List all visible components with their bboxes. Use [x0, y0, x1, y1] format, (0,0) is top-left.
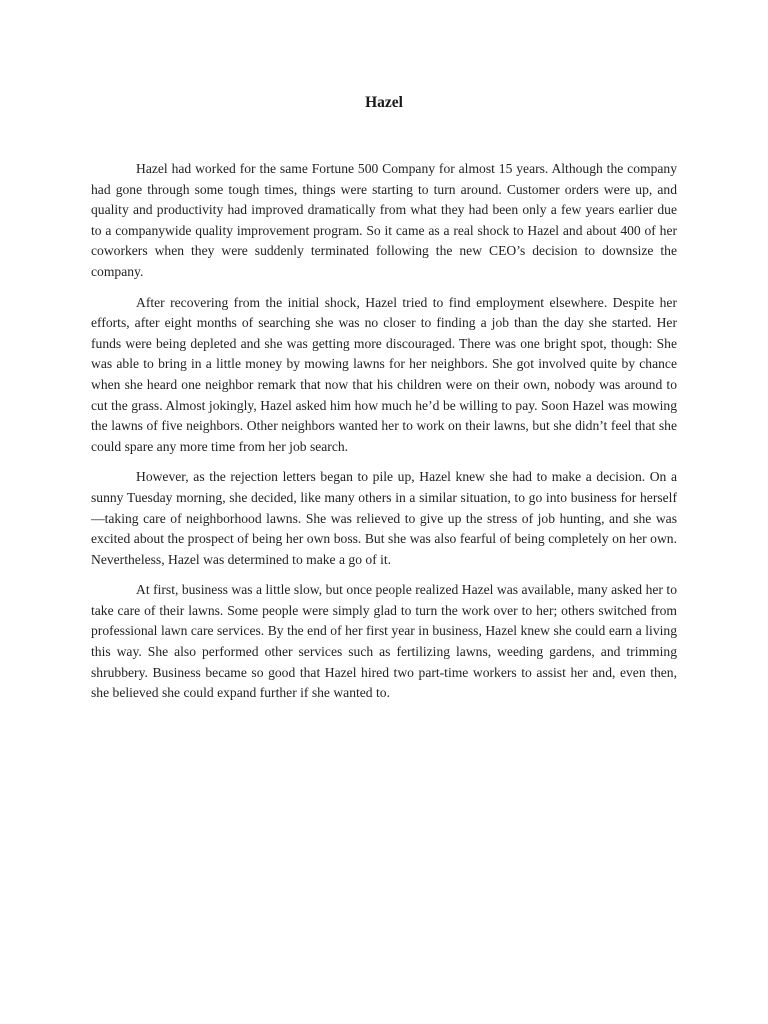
paragraph-3: However, as the rejection letters began to pile up, Hazel knew she had to make a decision. On a sunny Tuesday morning, she decided, like many others in a similar situation, to go into business for herself—taking care of neighborhood lawns. She was relieved to give up the stress of job hunting, and she was excited about the prospect of being her own boss. But she was also fearful of being completely on her own. Nevertheless, Hazel was determined to make a go of it. — [91, 469, 677, 567]
paragraph-2: After recovering from the initial shock, Hazel tried to find employment elsewhere. Despite her efforts, after eight months of searching she was no closer to finding a job than the day she started. Her funds were being depleted and she was getting more discouraged. There was one bright spot, though: She was able to bring in a little money by mowing lawns for her neighbors. She got involved quite by chance when she heard one neighbor remark that now that his children were on their own, nobody was around to cut the grass. Almost jokingly, Hazel asked him how much he’d be willing to pay. Soon Hazel was mowing the lawns of five neighbors. Other neighbors wanted her to work on their lawns, but she didn’t feel that she could spare any more time from her job search. — [91, 294, 677, 454]
paragraph-1: Hazel had worked for the same Fortune 500 Company for almost 15 years. Although the company had gone through some tough times, things were starting to turn around. Customer orders were up, and quality and productivity had improved dramatically from what they had been only a few years earlier due to a companywide quality improvement program. So it came as a real shock to Hazel and about 400 of her coworkers when they were suddenly terminated following the new CEO’s decision to downsize the company. — [91, 161, 677, 279]
paragraph-4: At first, business was a little slow, but once people realized Hazel was available, many asked her to take care of their lawns. Some people were simply glad to turn the work over to her; others switched from professional lawn care services. By the end of her first year in business, Hazel knew she could earn a living this way. She also performed other services such as fertilizing lawns, weeding gardens, and trimming shrubbery. Business became so good that Hazel hired two part-time workers to assist her and, even then, she believed she could expand further if she wanted to. — [91, 582, 677, 701]
document-body — [91, 159, 677, 714]
document-title: Hazel — [365, 94, 403, 111]
